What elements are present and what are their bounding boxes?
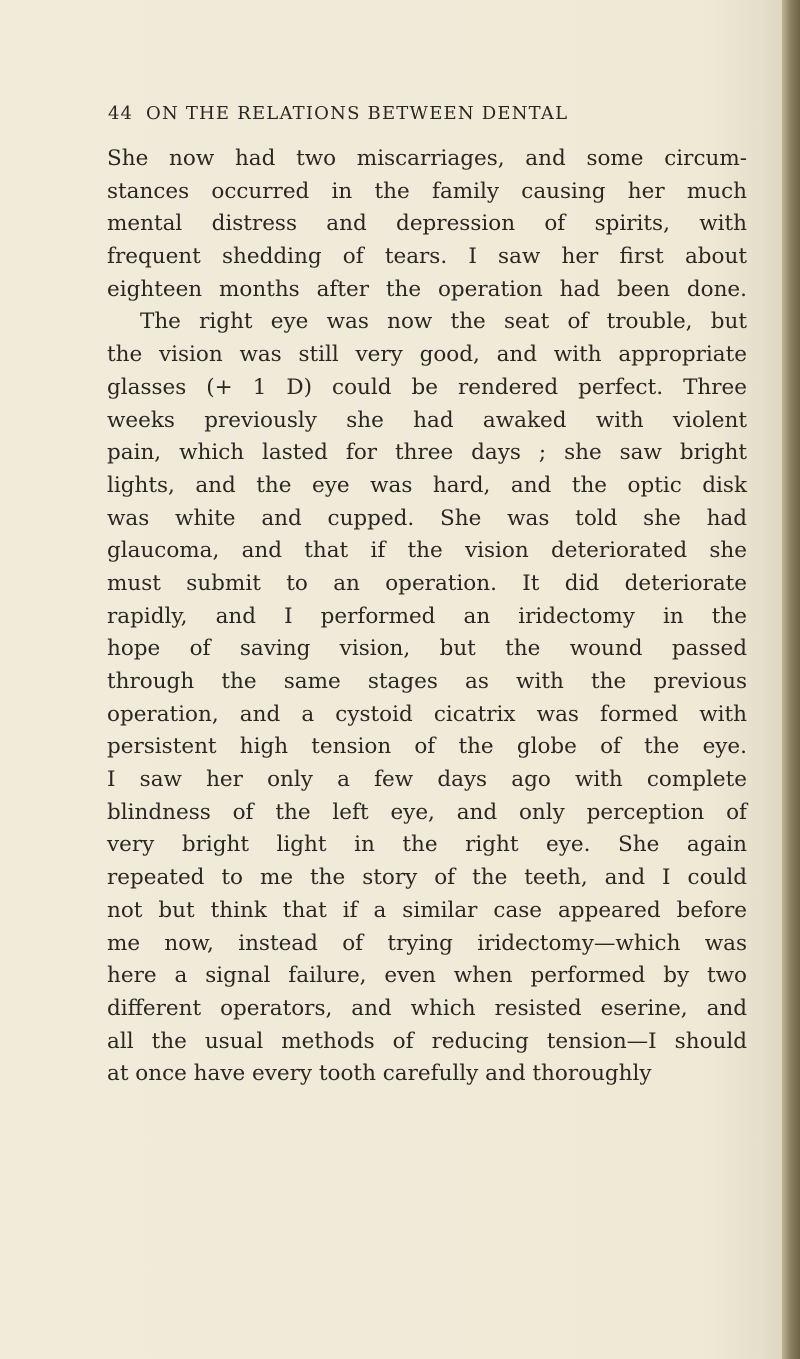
text-line: must submit to an operation. It did deteriorate [107, 570, 747, 596]
body-text [107, 143, 747, 1091]
text-line: weeks previously she had awaked with violent [107, 407, 747, 433]
text-line: I saw her only a few days ago with complete [107, 767, 747, 793]
text-line: at once have every tooth carefully and thoroughly [107, 1061, 652, 1087]
text-line: rapidly, and I performed an iridectomy in the [107, 603, 747, 629]
text-line: blindness of the left eye, and only perception of [107, 799, 747, 825]
text-line: glaucoma, and that if the vision deteriorated she [107, 538, 747, 564]
text-line: here a signal failure, even when performed by two [107, 963, 747, 989]
text-line: The right eye was now the seat of trouble, but [140, 309, 747, 335]
text-line: glasses (+ 1 D) could be rendered perfect. Three [107, 374, 747, 400]
text-line: lights, and the eye was hard, and the optic disk [107, 472, 747, 498]
text-line: was white and cupped. She was told she had [107, 505, 747, 531]
text-line: mental distress and depression of spirits, with [107, 211, 747, 237]
text-line: She now had two miscarriages, and some circum- [107, 146, 747, 171]
page-header [108, 103, 748, 129]
text-line: stances occurred in the family causing her much [107, 178, 747, 204]
text-line: operation, and a cystoid cicatrix was formed with [107, 701, 747, 727]
text-line: eighteen months after the operation had been done. [107, 276, 747, 302]
text-line: pain, which lasted for three days ; she saw bright [107, 440, 747, 466]
text-line: the vision was still very good, and with appropriate [107, 342, 747, 368]
text-line: frequent shedding of tears. I saw her first about [107, 244, 747, 270]
page-number: 44 [108, 103, 133, 124]
text-line: very bright light in the right eye. She again [107, 832, 747, 858]
text-line: me now, instead of trying iridectomy—which was [107, 930, 747, 956]
text-line: hope of saving vision, but the wound passed [107, 636, 747, 662]
text-line: not but think that if a similar case appeared before [107, 897, 747, 923]
text-line: different operators, and which resisted eserine, and [107, 995, 747, 1021]
running-head: ON THE RELATIONS BETWEEN DENTAL [146, 103, 569, 124]
text-line: through the same stages as with the previous [107, 669, 747, 694]
book-spine-edge [782, 0, 800, 1359]
text-line: repeated to me the story of the teeth, and I could [107, 865, 747, 891]
text-line: persistent high tension of the globe of the eye. [107, 734, 747, 760]
text-line: all the usual methods of reducing tension—I should [107, 1028, 747, 1054]
